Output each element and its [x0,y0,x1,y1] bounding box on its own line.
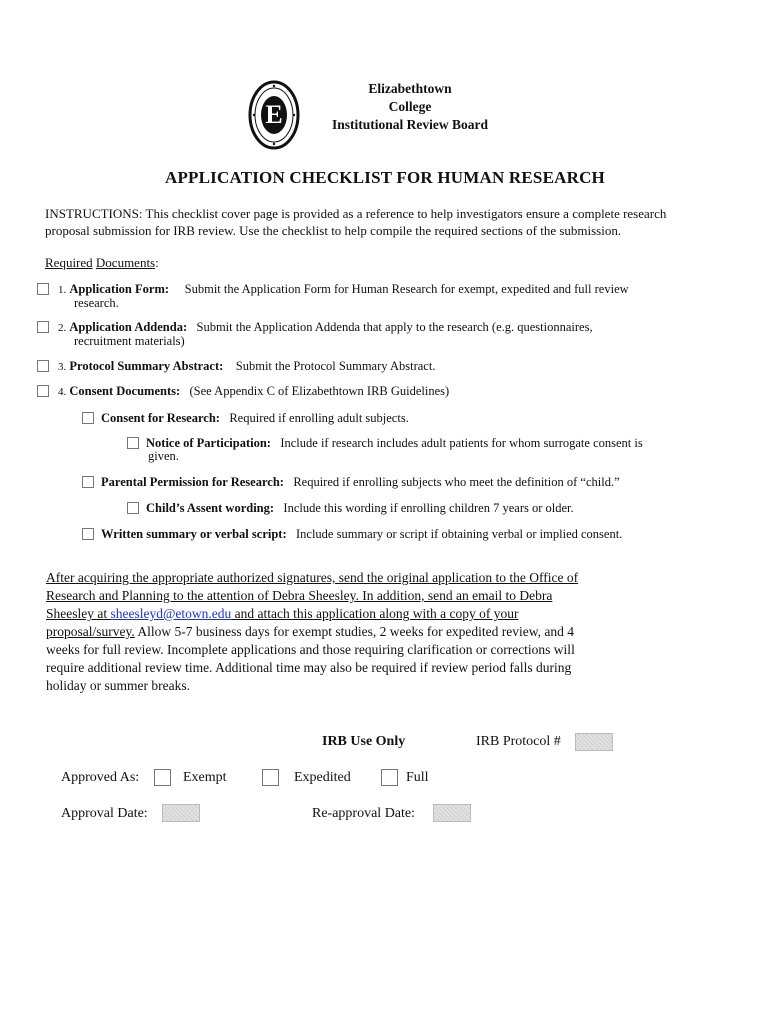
item-description: Submit the Application Form for Human Research for exempt, expedited and full review [184,282,629,296]
expedited-checkbox[interactable] [262,769,279,786]
checkbox-application-form[interactable] [37,283,49,295]
heading-colon: : [155,255,159,270]
subitem-label: Consent for Research: [101,411,220,425]
org-name-line2: College [388,99,432,114]
para-text: Allow 5-7 business days for exempt studies, 2 weeks for expedited review, and 4 [134,624,575,639]
para-line [46,623,656,641]
required-documents-heading [45,255,159,271]
institution-header [310,80,510,134]
instructions [45,205,735,239]
item-number: 1. [58,284,67,296]
approval-date-field[interactable] [162,804,200,822]
org-name-line1: Elizabethtown [368,81,452,96]
para-text: Sheesley at [46,606,111,621]
checkbox-consent-documents[interactable] [37,385,49,397]
irb-protocol-label: IRB Protocol # [476,734,561,749]
subitem-childs-assent [146,502,726,515]
subitem-parental-permission [101,476,721,489]
instructions-line2: proposal submission for IRB review. Use the checklist to help compile the required sections of the submission. [45,223,622,238]
checkbox-childs-assent[interactable] [127,502,139,514]
subitem-label: Child’s Assent wording: [146,501,275,515]
checkbox-written-summary[interactable] [82,528,94,540]
irb-protocol-field[interactable] [575,733,613,751]
subitem-description: Include if research includes adult patients for whom surrogate consent is [280,436,643,450]
para-line: require additional review time. Additional time may also be required if review period falls during [46,660,572,675]
item-number: 2. [58,322,67,334]
item-number: 3. [58,361,67,373]
item-label: Consent Documents: [69,384,181,398]
org-name-line3: Institutional Review Board [331,117,488,132]
svg-text:E: E [265,100,283,129]
expedited-label: Expedited [294,770,351,785]
exempt-checkbox[interactable] [154,769,171,786]
item-number: 4. [58,386,67,398]
subitem-description: Include this wording if enrolling children 7 years or older. [283,501,574,515]
subitem-description: Required if enrolling subjects who meet the definition of “child.” [293,475,620,489]
item-description: (See Appendix C of Elizabethtown IRB Guidelines) [189,384,450,398]
heading-word-documents: Documents [95,255,156,270]
page-title: APPLICATION CHECKLIST FOR HUMAN RESEARCH [165,168,605,187]
para-line: Research and Planning to the attention of Debra Sheesley. In addition, send an email to Debra [46,588,553,603]
full-checkbox[interactable] [381,769,398,786]
subitem-description: Required if enrolling adult subjects. [229,411,409,425]
item-description-cont: recruitment materials) [74,334,185,348]
heading-word-required: Required [45,255,93,270]
checkbox-parental-permission[interactable] [82,476,94,488]
subitem-written-summary [101,528,731,541]
checkbox-application-addenda[interactable] [37,321,49,333]
checklist-item-protocol-summary [58,360,718,374]
item-label: Application Form: [69,282,170,296]
submission-instructions [46,569,656,695]
subitem-label: Written summary or verbal script: [101,527,287,541]
para-text: proposal/survey. [46,624,135,639]
item-description-cont: research. [74,296,119,310]
para-line [46,605,656,623]
checkbox-consent-for-research[interactable] [82,412,94,424]
checkbox-notice-of-participation[interactable] [127,437,139,449]
subitem-label: Parental Permission for Research: [101,475,284,489]
checklist-item-consent-documents [58,385,718,399]
para-text: and attach this application along with a copy of your [231,606,519,621]
subitem-notice-of-participation [146,437,726,463]
instructions-line1: INSTRUCTIONS: This checklist cover page is provided as a reference to help investigators ensure a complete research [45,206,667,221]
approved-as-label: Approved As: [61,770,140,785]
approval-date-label: Approval Date: [61,806,148,821]
exempt-label: Exempt [183,770,227,785]
item-description: Submit the Protocol Summary Abstract. [235,359,436,373]
subitem-consent-for-research [101,412,701,425]
college-seal-logo [248,80,300,150]
checklist-item-application-form [58,283,718,310]
reapproval-date-label: Re-approval Date: [312,806,416,821]
para-line: holiday or summer breaks. [46,678,190,693]
reapproval-date-field[interactable] [433,804,471,822]
item-label: Protocol Summary Abstract: [69,359,224,373]
item-label: Application Addenda: [69,320,188,334]
item-description: Submit the Application Addenda that apply to the research (e.g. questionnaires, [196,320,593,334]
full-label: Full [406,770,429,785]
subitem-label: Notice of Participation: [146,436,271,450]
email-link[interactable]: sheesleyd@etown.edu [110,606,232,621]
irb-use-only-heading: IRB Use Only [322,734,406,749]
subitem-description: Include summary or script if obtaining verbal or implied consent. [296,527,623,541]
checklist-item-application-addenda [58,321,718,348]
subitem-description-cont: given. [148,449,179,463]
para-line: After acquiring the appropriate authorized signatures, send the original application to the Office of [46,570,579,585]
checkbox-protocol-summary[interactable] [37,360,49,372]
para-line: weeks for full review. Incomplete applications and those requiring clarification or corrections will [46,642,575,657]
